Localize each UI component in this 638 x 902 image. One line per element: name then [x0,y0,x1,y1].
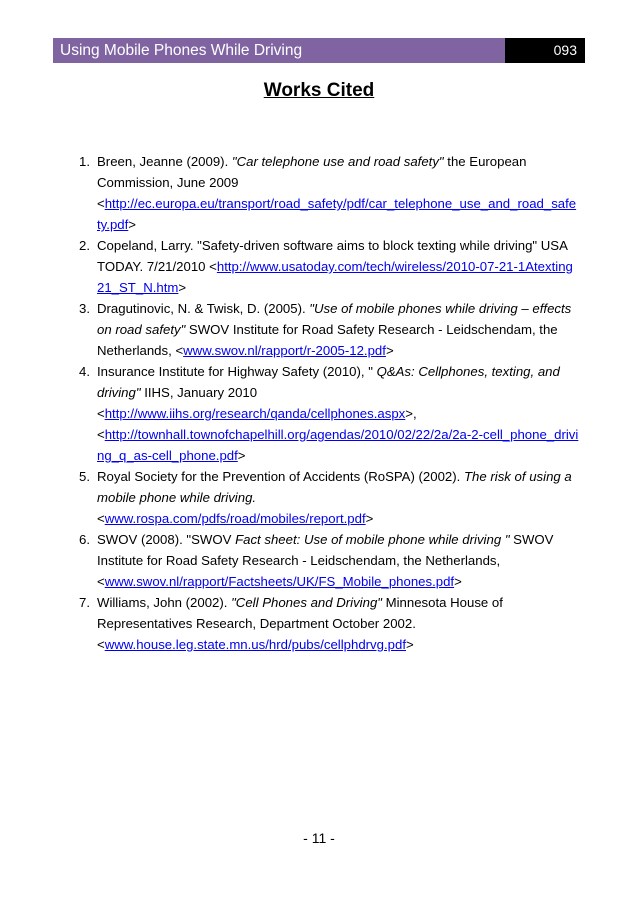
link-open-bracket: < [97,196,105,211]
citation-2 [79,235,579,298]
citation-number: 2. [79,238,90,253]
link-close-bracket: > [406,637,414,652]
citation-details: SWOV Institute for Road Safety Research - Leidschendam, the Netherlands, [97,322,558,358]
citation-title: The risk of using a mobile phone while driving. [97,469,572,505]
citation-link[interactable]: www.swov.nl/rapport/Factsheets/UK/FS_Mobile_phones.pdf [104,574,455,589]
citation-details: the European Commission, June 2009 [97,154,527,190]
citation-link[interactable]: www.house.leg.state.mn.us/hrd/pubs/cellphdrvg.pdf [104,637,406,652]
citation-text: Copeland, Larry. "Safety-driven software aims to block texting while driving" USA TODAY. 7/21/2010 [97,238,568,274]
citation-author: Breen, Jeanne (2009). [97,154,232,169]
citation-3 [79,298,579,361]
link-close-bracket: > [128,217,136,232]
citation-link[interactable]: http://www.iihs.org/research/qanda/cellphones.aspx [104,406,406,421]
citation-number: 3. [79,301,90,316]
citation-6 [79,529,579,592]
citation-title: Q&As: Cellphones, texting, and driving" [97,364,560,400]
page-number: - 11 - [303,830,335,846]
citation-title: "Cell Phones and Driving" [231,595,382,610]
citation-list [79,151,579,655]
citation-title: "Use of mobile phones while driving – effects on road safety" [97,301,572,337]
running-header [53,38,585,63]
link-close-bracket: > [178,280,187,295]
citation-author: SWOV (2008). "SWOV [97,532,236,547]
page-title: Works Cited [263,80,375,101]
link-close-bracket: > [237,448,246,463]
link-open-bracket: < [97,637,105,652]
link-open-bracket: < [97,406,105,421]
citation-title: Fact sheet: Use of mobile phone while driving " [235,532,510,547]
citation-number: 7. [79,595,90,610]
citation-title: "Car telephone use and road safety" [231,154,444,169]
citation-1 [79,151,579,235]
citation-link[interactable]: www.rospa.com/pdfs/road/mobiles/report.pdf [104,511,366,526]
citation-number: 4. [79,364,90,379]
citation-link[interactable]: http://ec.europa.eu/transport/road_safety/pdf/car_telephone_use_and_road_safety.pdf [97,196,577,232]
link-open-bracket: < [97,574,105,589]
citation-number: 6. [79,532,90,547]
header-page-code: 093 [505,38,585,63]
link-open-bracket: < [97,511,105,526]
link-close-bracket: > [365,511,374,526]
citation-link[interactable]: www.swov.nl/rapport/r-2005-12.pdf [183,343,386,358]
link-open-bracket: < [175,343,184,358]
citation-author: Williams, John (2002). [97,595,232,610]
citation-number: 5. [79,469,90,484]
link-close-bracket: > [385,343,394,358]
citation-author: Insurance Institute for Highway Safety (2010), " [97,364,377,379]
citation-5 [79,466,579,529]
citation-number: 1. [79,154,90,169]
citation-link[interactable]: http://www.usatoday.com/tech/wireless/2010-07-21-1Atexting21_ST_N.htm [97,259,573,295]
link-open-bracket: < [97,427,105,442]
citation-author: Royal Society for the Prevention of Accidents (RoSPA) (2002). [97,469,464,484]
citation-link-secondary[interactable]: http://townhall.townofchapelhill.org/agendas/2010/02/22/2a/2a-2-cell_phone_driving_q_as-cell_phone.pdf [97,427,579,463]
citation-7 [79,592,579,655]
citation-4 [79,361,579,466]
citation-author: Dragutinovic, N. & Twisk, D. (2005). [97,301,310,316]
header-title: Using Mobile Phones While Driving [53,38,505,63]
link-close-bracket: > [454,574,462,589]
citation-details: Minnesota House of Representatives Research, Department October 2002. [97,595,503,631]
link-open-bracket: < [209,259,217,274]
citation-details: IIHS, January 2010 [140,385,258,400]
citation-details: SWOV Institute for Road Safety Research - Leidschendam, the Netherlands, [97,532,554,568]
link-close-bracket: >, [405,406,417,421]
